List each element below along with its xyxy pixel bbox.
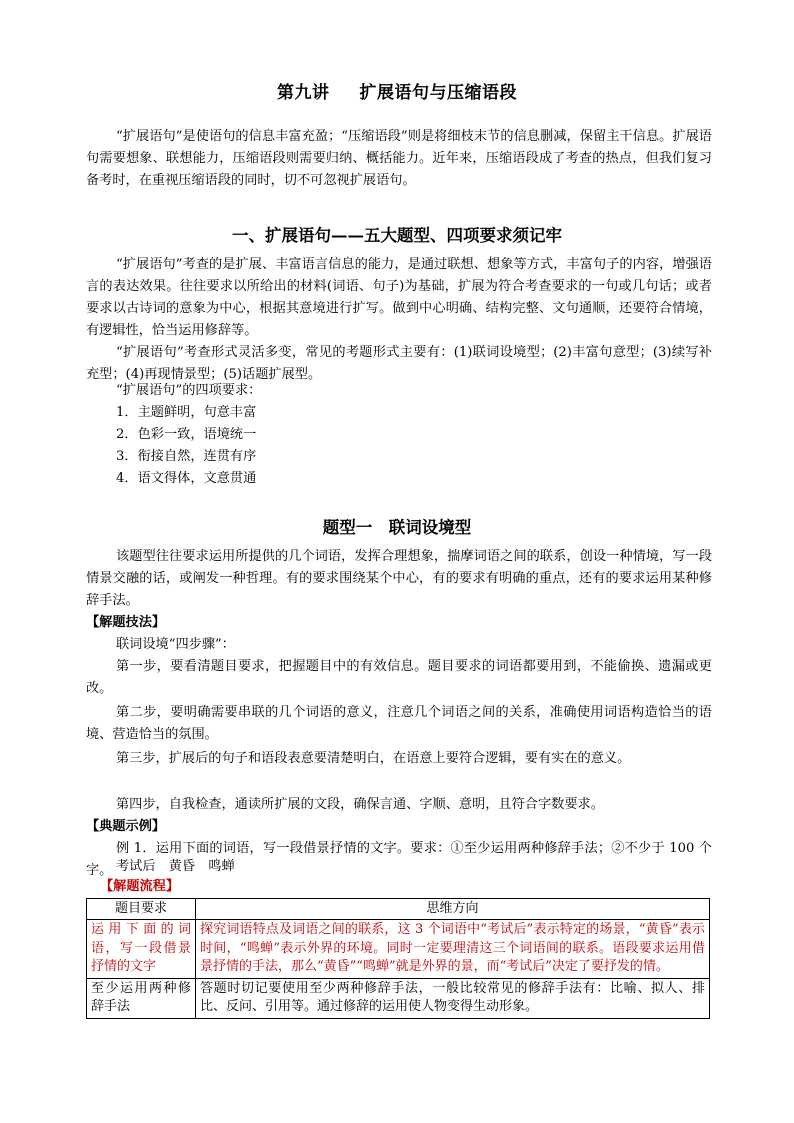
solution-flow-table [86, 898, 710, 1019]
section1-paragraph-1: “扩展语句”考查的是扩展、丰富语言信息的能力，是通过联想、想象等方式，丰富句子的内容，增强语言的表达效果。往往要求以所给出的材料(词语、句子)为基础，扩展为符合考查要求的一句或几句话；或者要求以古诗词的意象为中心，根据其意境进行扩写。做到中心明确、结构完整、文句通顺，还要符合情境，有逻辑性，恰当运用修辞等。 [86, 257, 712, 338]
table-header-row [87, 899, 710, 920]
page-title [0, 78, 794, 103]
step-1: 第一步，要看清题目要求，把握题目中的有效信息。题目要求的词语都要用到，不能偷换、遗漏或更改。 [86, 659, 712, 696]
table-header-thinking: 思维方向 [196, 899, 710, 920]
section-heading-type1: 题型一 联词设境型 [322, 518, 472, 537]
requirement-item: 2．色彩一致，语境统一 [116, 427, 257, 442]
section-heading-1: 一、扩展语句——五大题型、四项要求须记牢 [232, 226, 562, 245]
table-row [87, 978, 710, 1018]
type1-description: 该题型往往要求运用所提供的几个词语，发挥合理想象，揣摩词语之间的联系，创设一种情境，写一段情景交融的话，或阐发一种哲理。有的要求围绕某个中心，有的要求有明确的重点，还有的要求运用某种修辞手法。 [86, 549, 712, 608]
step-3: 第三步，扩展后的句子和语段表意要清楚明白，在语意上要符合逻辑，要有实在的意义。 [116, 751, 631, 766]
step-4: 第四步，自我检查，通读所扩展的文段，确保言通、字顺、意明，且符合字数要求。 [116, 797, 604, 812]
table-header-requirement: 题目要求 [87, 899, 196, 920]
thinking-text: 探究词语特点及词语之间的联系，这 3 个词语中“考试后”表示特定的场景，“黄昏”表示时间，“鸣蝉”表示外界的环境。同时一定要理清这三个词语间的联系。语段要求运用借景抒情的手法，那么 [200, 922, 705, 974]
table-cell-requirement: 运用下面的词语，写一段借景抒情的文字 [87, 920, 196, 979]
process-label: 【解题流程】 [100, 879, 180, 894]
requirement-item: 1．主题鲜明，句意丰富 [116, 405, 257, 420]
thinking-highlight: “黄昏”“鸣蝉”就是外界的景，而“考试后”决定了要抒发的情。 [317, 959, 669, 974]
table-cell-thinking [196, 920, 710, 979]
requirement-item: 4．语文得体，文意贯通 [116, 471, 257, 486]
example-words: 考试后 黄昏 鸣蝉 [116, 859, 235, 874]
intro-paragraph: “扩展语句”是使语句的信息丰富充盈；“压缩语段”则是将细枝末节的信息删减，保留主干信息。扩展语句需要想象、联想能力，压缩语段则需要归纳、概括能力。近年来，压缩语段成了考查的热点，但我们复习备考时，在重视压缩语段的同时，切不可忽视扩展语句。 [86, 129, 712, 188]
method-title: 联词设境“四步骤”： [116, 637, 235, 652]
example-question: 例 1．运用下面的词语，写一段借景抒情的文字。要求：①至少运用两种修辞手法；②不少于 100 个字。 [86, 841, 712, 878]
step-2: 第二步，要明确需要串联的几个词语的意义，注意几个词语之间的关系，准确使用词语构造恰当的语境、营造恰当的氛围。 [86, 705, 712, 742]
table-cell-requirement: 至少运用两种修辞手法 [87, 978, 196, 1018]
lecture-topic: 扩展语句与压缩语段 [359, 83, 517, 103]
example-label: 【典题示例】 [86, 819, 166, 834]
table-cell-thinking: 答题时切记要使用至少两种修辞手法，一般比较常见的修辞手法有：比喻、拟人、排比、反问、引用等。通过修辞的运用使人物变得生动形象。 [196, 978, 710, 1018]
section1-requirements-intro: “扩展语句”的四项要求： [116, 383, 262, 398]
section1-paragraph-2: “扩展语句”考查形式灵活多变，常见的考题形式主要有：(1)联词设境型；(2)丰富句意型；(3)续写补充型；(4)再现情景型；(5)话题扩展型。 [86, 345, 712, 382]
method-label: 【解题技法】 [86, 615, 166, 630]
table-row [87, 920, 710, 979]
lecture-number: 第九讲 [277, 83, 330, 103]
requirement-item: 3．衔接自然，连贯有序 [116, 449, 257, 464]
